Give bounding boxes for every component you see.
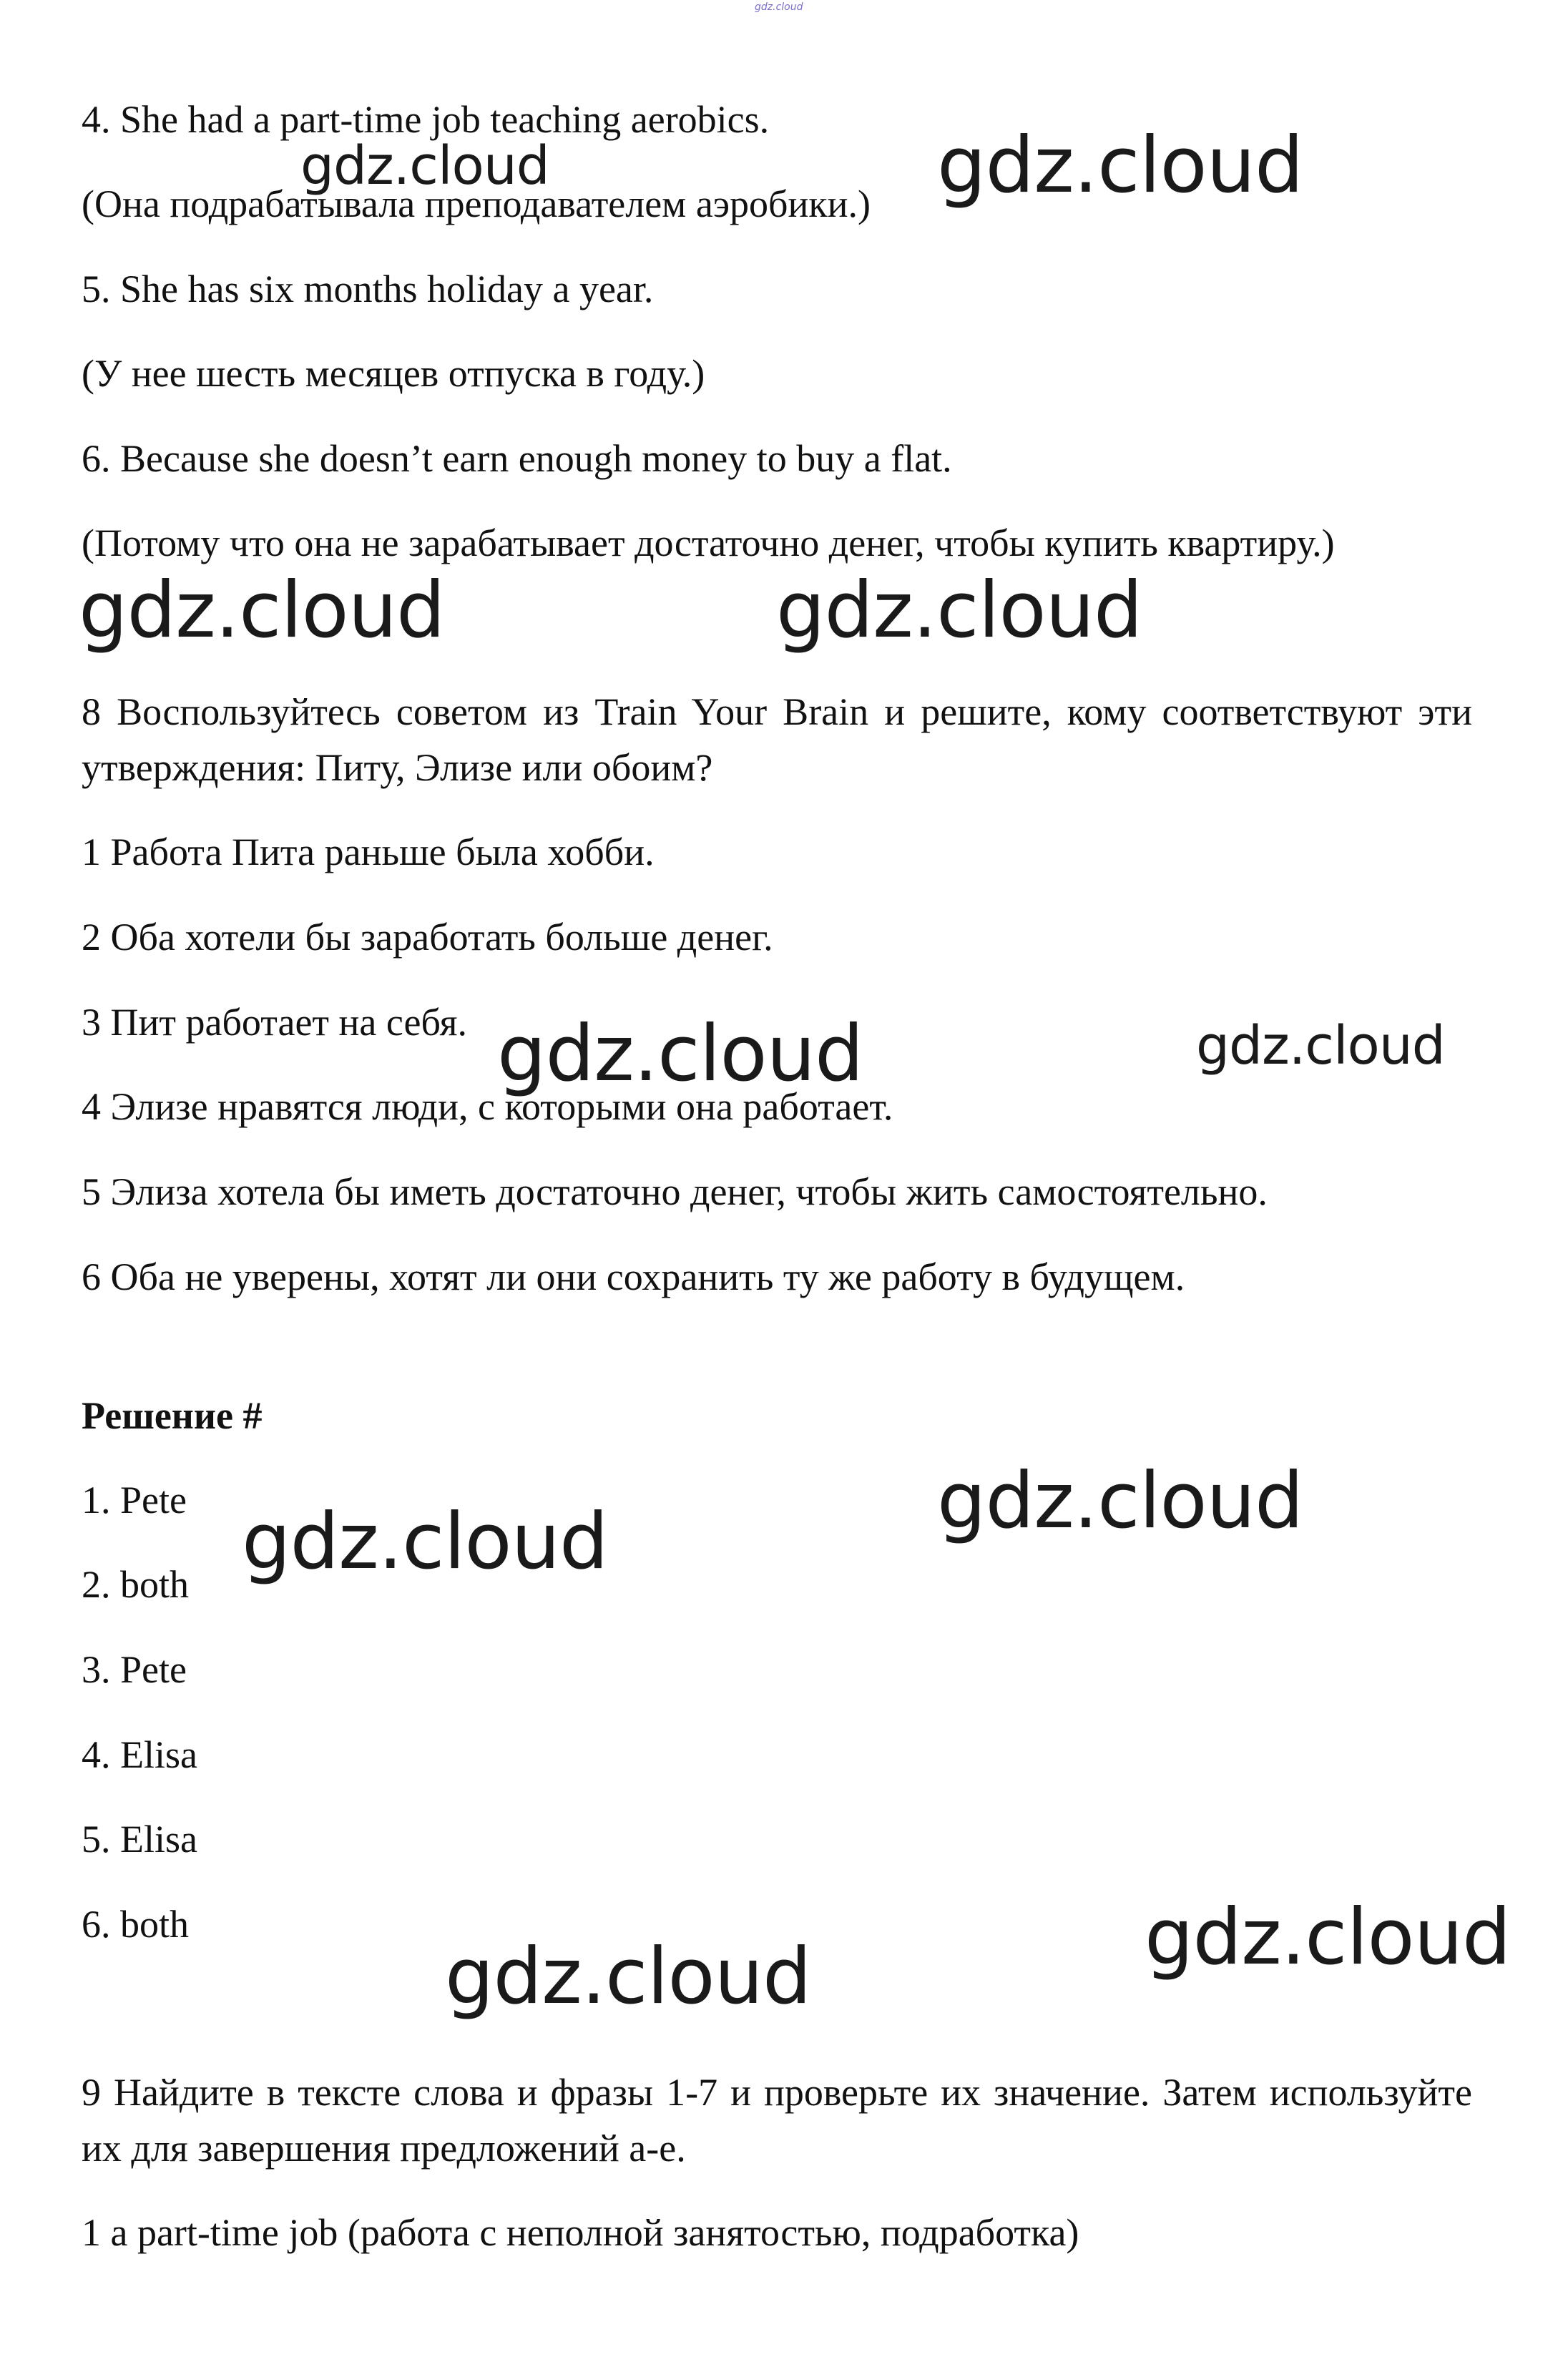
task8-statement-3: 3 Пит работает на себя.: [82, 1001, 467, 1044]
watermark: gdz.cloud: [79, 566, 445, 655]
watermark: gdz.cloud: [937, 1456, 1303, 1546]
answer-translation-6: (Потому что она не зарабатывает достаточно денег, чтобы купить квартиру.): [82, 521, 1335, 564]
header-watermark: gdz.cloud: [755, 1, 803, 13]
solution-heading: Решение #: [82, 1394, 263, 1437]
solution-answer-1: 1. Pete: [82, 1479, 187, 1521]
watermark: gdz.cloud: [776, 566, 1142, 655]
solution-answer-3: 3. Pete: [82, 1648, 187, 1691]
task9-instruction: 9 Найдите в тексте слова и фразы 1-7 и проверьте их значение. Затем используйте их для завершения предложений a-e.: [82, 2071, 1472, 2170]
task8-statement-6: 6 Оба не уверены, хотят ли они сохранить ту же работу в будущем.: [82, 1255, 1185, 1298]
watermark: gdz.cloud: [1196, 1015, 1445, 1077]
watermark: gdz.cloud: [937, 121, 1303, 210]
task8-instruction: 8 Воспользуйтесь советом из Train Your Brain и решите, кому соответствуют эти утверждения: Питу, Элизе или обоим?: [82, 690, 1472, 789]
task8-statement-4: 4 Элизе нравятся люди, с которыми она работает.: [82, 1085, 893, 1128]
watermark: gdz.cloud: [242, 1497, 608, 1587]
answer-line-6: 6. Because she doesn’t earn enough money to buy a flat.: [82, 437, 952, 480]
task9-item-1: 1 a part-time job (работа с неполной занятостью, подработка): [82, 2211, 1079, 2254]
watermark: gdz.cloud: [497, 1009, 863, 1099]
solution-answer-4: 4. Elisa: [82, 1733, 197, 1776]
watermark: gdz.cloud: [300, 135, 549, 197]
answer-line-5: 5. She has six months holiday a year.: [82, 268, 654, 310]
task8-statement-2: 2 Оба хотели бы заработать больше денег.: [82, 916, 773, 959]
solution-answer-2: 2. both: [82, 1563, 190, 1606]
answer-line-4: 4. She had a part-time job teaching aerobics.: [82, 98, 770, 141]
solution-answer-6: 6. both: [82, 1903, 190, 1946]
watermark: gdz.cloud: [445, 1932, 811, 2022]
task8-statement-1: 1 Работа Пита раньше была хобби.: [82, 830, 655, 873]
task8-statement-5: 5 Элиза хотела бы иметь достаточно денег, чтобы жить самостоятельно.: [82, 1170, 1268, 1213]
solution-answer-5: 5. Elisa: [82, 1818, 197, 1861]
watermark: gdz.cloud: [1145, 1893, 1511, 1982]
answer-translation-4: (Она подрабатывала преподавателем аэробики.): [82, 182, 871, 225]
answer-translation-5: (У нее шесть месяцев отпуска в году.): [82, 352, 705, 395]
